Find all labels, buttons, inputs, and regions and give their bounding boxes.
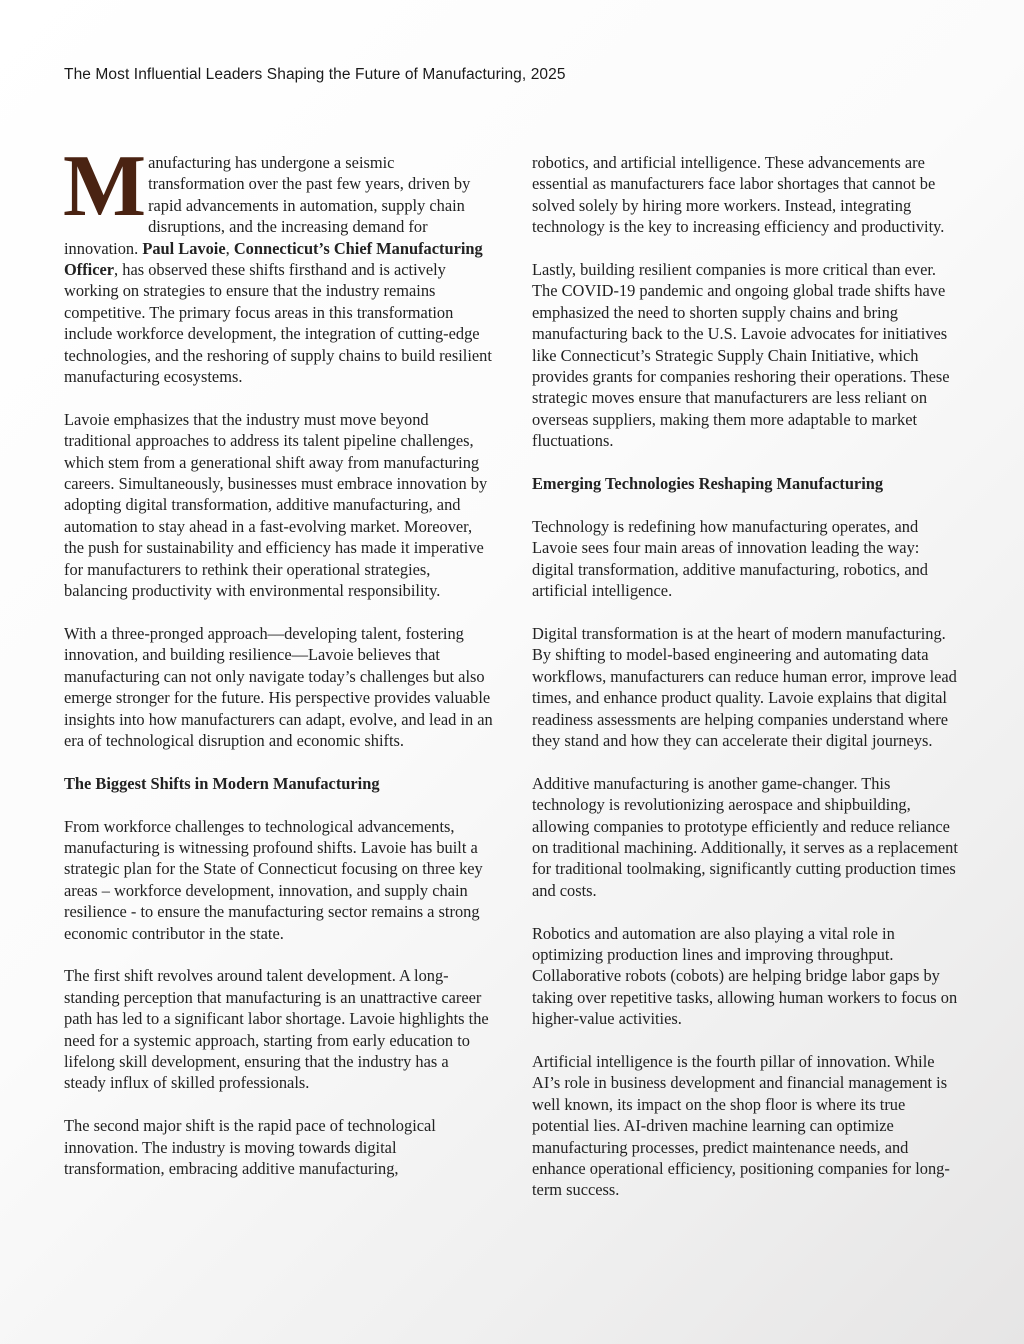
- intro-text-b: , has observed these shifts firsthand and is actively working on strategies to ensure that the industry remains competitive. The primary focus areas in this transformation include workforce development, the integration of cutting-edge technologies, and the reshoring of supply chains to build resilient manufacturing ecosystems.: [64, 260, 492, 387]
- paragraph-digital-transformation: Digital transformation is at the heart of modern manufacturing. By shifting to model-based engineering and automating data workflows, manufacturers can reduce human error, improve lead times, and enhance product quality. Lavoie explains that digital readiness assessments are helping companies understand where they stand and how they can accelerate their digital journeys.: [532, 623, 957, 750]
- paragraph-resilience: Lastly, building resilient companies is more critical than ever. The COVID-19 pandemic and ongoing global trade shifts have emphasized the need to shorten supply chains and bring manufacturing back to the U.S. Lavoie advocates for initiatives like Connecticut’s Strategic Supply Chain Initiative, which provides grants for companies reshoring their operations. These strategic moves ensure that manufacturers are less reliant on overseas suppliers, making them more adaptable to market fluctuations.: [532, 260, 950, 451]
- paragraph-four-areas: Technology is redefining how manufacturing operates, and Lavoie sees four main areas of innovation leading the way: digital transformation, additive manufacturing, robotics, and artificial intelligence.: [532, 516, 929, 601]
- drop-cap: M: [63, 138, 147, 235]
- person-role: Connecticut’s Chief Manufacturing Officer: [64, 238, 483, 280]
- person-name: Paul Lavoie: [142, 238, 226, 258]
- section-heading-biggest-shifts: The Biggest Shifts in Modern Manufacturing: [64, 773, 380, 793]
- left-column: [63, 138, 494, 1201]
- paragraph-artificial-intelligence: Artificial intelligence is the fourth pillar of innovation. While AI’s role in business development and financial management is well known, its impact on the shop floor is where its true potential lies. AI-driven machine learning can optimize manufacturing processes, predict maintenance needs, and enhance operational efficiency, positioning companies for long-term success.: [532, 1051, 950, 1200]
- intro-text-a: anufacturing has undergone a seismic transformation over the past few years, driven by rapid advancements in automation, supply chain disruptions, and the increasing demand for innovation.: [64, 153, 471, 258]
- paragraph-additive-manufacturing: Additive manufacturing is another game-changer. This technology is revolutionizing aerospace and shipbuilding, allowing companies to prototype efficiently and reduce reliance on traditional machining. Additionally, it serves as a replacement for traditional toolmaking, significantly cutting production times and costs.: [532, 773, 958, 900]
- section-heading-emerging-tech: Emerging Technologies Reshaping Manufacturing: [532, 474, 884, 494]
- paragraph-robotics-ai: robotics, and artificial intelligence. These advancements are essential as manufacturers face labor shortages that cannot be solved solely by hiring more workers. Instead, integrating technology is the key to increasing efficiency and productivity.: [532, 153, 945, 237]
- paragraph-first-shift: The first shift revolves around talent development. A long-standing perception that manufacturing is an unattractive career path has led to a significant labor shortage. Lavoie highlights the need for a systemic approach, starting from early education to lifelong skill development, ensuring that the industry has a steady influx of skilled professionals.: [64, 966, 489, 1093]
- paragraph-three-pronged: With a three-pronged approach—developing talent, fostering innovation, and building resilience—Lavoie believes that manufacturing can not only navigate today’s challenges but also emerge stronger for the future. His perspective provides valuable insights into how manufacturers can adapt, evolve, and lead in an era of technological disruption and economic shifts.: [64, 623, 493, 750]
- running-header: The Most Influential Leaders Shaping the Future of Manufacturing, 2025: [64, 66, 566, 83]
- paragraph-talent-pipeline: Lavoie emphasizes that the industry must move beyond traditional approaches to address its talent pipeline challenges, which stem from a generational shift away from manufacturing careers. Simultaneously, businesses must embrace innovation by adopting digital transformation, additive manufacturing, and automation to stay ahead in a fast-evolving market. Moreover, the push for sustainability and efficiency has made it imperative for manufacturers to rethink their operational strategies, balancing productivity with environmental responsibility.: [64, 409, 488, 601]
- paragraph-second-shift: The second major shift is the rapid pace of technological innovation. The industry is moving towards digital transformation, embracing additive manufacturing,: [64, 1116, 436, 1178]
- paragraph-robotics-automation: Robotics and automation are also playing a vital role in optimizing production lines and improving throughput. Collaborative robots (cobots) are helping bridge labor gaps by taking over repetitive tasks, allowing human workers to focus on higher-value activities.: [532, 923, 958, 1029]
- intro-paragraph: [63, 138, 494, 387]
- right-column: [532, 152, 964, 1222]
- intro-separator: ,: [225, 238, 234, 258]
- paragraph-workforce-challenges: From workforce challenges to technological advancements, manufacturing is witnessing profound shifts. Lavoie has built a strategic plan for the State of Connecticut focusing on three key areas – workforce development, innovation, and supply chain resilience - to ensure the manufacturing sector remains a strong economic contributor in the state.: [64, 816, 483, 943]
